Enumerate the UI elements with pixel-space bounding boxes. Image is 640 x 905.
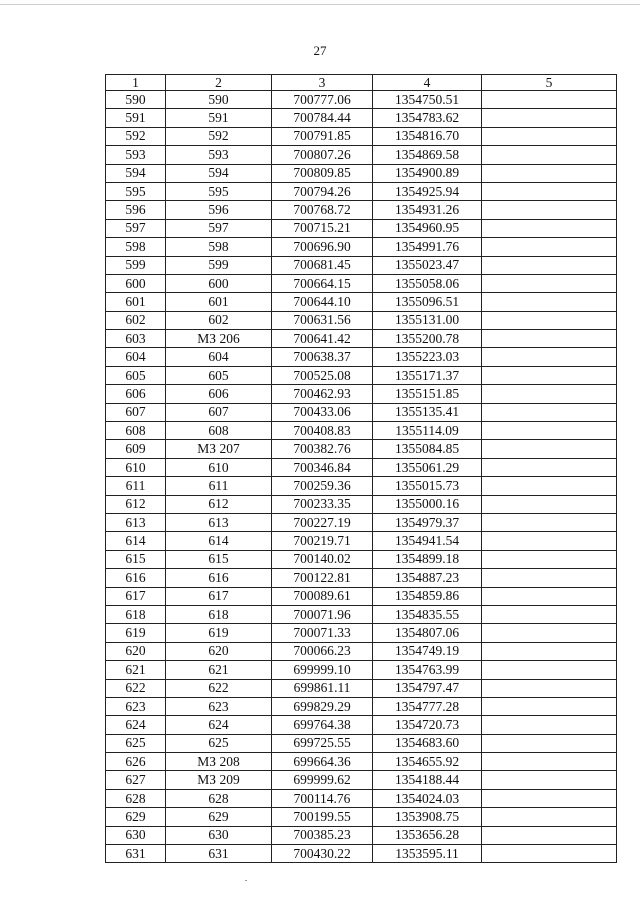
- table-cell-col-2: МЗ 209: [166, 771, 272, 789]
- table-cell-col-2: 596: [166, 201, 272, 219]
- table-cell-col-2: 608: [166, 422, 272, 440]
- table-row: [106, 569, 617, 587]
- table-cell-col-2: 611: [166, 477, 272, 495]
- table-cell-col-5: [482, 91, 617, 109]
- table-cell-col-1: 596: [106, 201, 166, 219]
- table-cell-col-5: [482, 109, 617, 127]
- table-cell-col-1: 631: [106, 845, 166, 863]
- table-row: [106, 238, 617, 256]
- table-cell-col-1: 608: [106, 422, 166, 440]
- table-cell-col-1: 610: [106, 458, 166, 476]
- table-cell-col-5: [482, 753, 617, 771]
- table-cell-col-2: МЗ 206: [166, 330, 272, 348]
- table-header-row: [106, 75, 617, 91]
- table-cell-col-5: [482, 734, 617, 752]
- table-cell-col-5: [482, 385, 617, 403]
- table-cell-col-4: 1355000.16: [373, 495, 482, 513]
- table-cell-col-2: 599: [166, 256, 272, 274]
- table-cell-col-5: [482, 513, 617, 531]
- table-cell-col-5: [482, 697, 617, 715]
- table-cell-col-3: 700071.33: [272, 624, 373, 642]
- table-cell-col-3: 700809.85: [272, 164, 373, 182]
- table-cell-col-4: 1354807.06: [373, 624, 482, 642]
- table-cell-col-3: 700066.23: [272, 642, 373, 660]
- table-cell-col-5: [482, 403, 617, 421]
- table-cell-col-4: 1355223.03: [373, 348, 482, 366]
- table-row: [106, 734, 617, 752]
- table-cell-col-1: 629: [106, 808, 166, 826]
- table-cell-col-2: 598: [166, 238, 272, 256]
- table-row: [106, 495, 617, 513]
- table-cell-col-3: 700071.96: [272, 605, 373, 623]
- table-cell-col-4: 1354188.44: [373, 771, 482, 789]
- table-cell-col-1: 598: [106, 238, 166, 256]
- table-cell-col-3: 700219.71: [272, 532, 373, 550]
- table-cell-col-4: 1355114.09: [373, 422, 482, 440]
- table-cell-col-3: 700525.08: [272, 366, 373, 384]
- table-cell-col-5: [482, 716, 617, 734]
- coordinates-table: [105, 74, 617, 863]
- table-cell-col-2: 621: [166, 661, 272, 679]
- table-cell-col-5: [482, 624, 617, 642]
- table-cell-col-2: 597: [166, 219, 272, 237]
- table-row: [106, 201, 617, 219]
- table-cell-col-2: 607: [166, 403, 272, 421]
- table-cell-col-1: 600: [106, 274, 166, 292]
- table-cell-col-4: 1355200.78: [373, 330, 482, 348]
- table-cell-col-2: 617: [166, 587, 272, 605]
- table-cell-col-5: [482, 642, 617, 660]
- table-row: [106, 716, 617, 734]
- table-cell-col-4: 1354777.28: [373, 697, 482, 715]
- top-rule: [0, 4, 640, 5]
- table-cell-col-3: 700794.26: [272, 182, 373, 200]
- table-cell-col-2: 620: [166, 642, 272, 660]
- table-cell-col-2: МЗ 207: [166, 440, 272, 458]
- table-cell-col-3: 699764.38: [272, 716, 373, 734]
- table-cell-col-4: 1354991.76: [373, 238, 482, 256]
- table-cell-col-3: 700807.26: [272, 146, 373, 164]
- table-cell-col-1: 625: [106, 734, 166, 752]
- table-cell-col-4: 1353595.11: [373, 845, 482, 863]
- table-row: [106, 366, 617, 384]
- table-cell-col-3: 700664.15: [272, 274, 373, 292]
- table-row: [106, 385, 617, 403]
- table-cell-col-1: 627: [106, 771, 166, 789]
- table-cell-col-3: 700408.83: [272, 422, 373, 440]
- table-cell-col-4: 1354979.37: [373, 513, 482, 531]
- table-cell-col-2: 628: [166, 789, 272, 807]
- table-cell-col-2: 629: [166, 808, 272, 826]
- table-cell-col-2: 606: [166, 385, 272, 403]
- table-cell-col-1: 594: [106, 164, 166, 182]
- table-cell-col-3: 699725.55: [272, 734, 373, 752]
- table-cell-col-4: 1355061.29: [373, 458, 482, 476]
- table-cell-col-1: 612: [106, 495, 166, 513]
- table-row: [106, 587, 617, 605]
- table-cell-col-4: 1354720.73: [373, 716, 482, 734]
- table-cell-col-1: 624: [106, 716, 166, 734]
- table-row: [106, 808, 617, 826]
- table-cell-col-5: [482, 771, 617, 789]
- table-cell-col-2: 595: [166, 182, 272, 200]
- table-cell-col-4: 1354859.86: [373, 587, 482, 605]
- table-cell-col-5: [482, 679, 617, 697]
- table-cell-col-1: 611: [106, 477, 166, 495]
- table-cell-col-4: 1354763.99: [373, 661, 482, 679]
- table-cell-col-4: 1355131.00: [373, 311, 482, 329]
- table-cell-col-3: 700791.85: [272, 127, 373, 145]
- table-cell-col-4: 1354941.54: [373, 532, 482, 550]
- table-cell-col-1: 603: [106, 330, 166, 348]
- table-row: [106, 697, 617, 715]
- table-row: [106, 182, 617, 200]
- table-cell-col-5: [482, 532, 617, 550]
- table-row: [106, 127, 617, 145]
- table-cell-col-4: 1355096.51: [373, 293, 482, 311]
- table-row: [106, 422, 617, 440]
- table-row: [106, 440, 617, 458]
- table-cell-col-5: [482, 569, 617, 587]
- table-cell-col-4: 1354655.92: [373, 753, 482, 771]
- table-row: [106, 293, 617, 311]
- table-cell-col-4: 1354683.60: [373, 734, 482, 752]
- table-cell-col-3: 700346.84: [272, 458, 373, 476]
- table-cell-col-5: [482, 808, 617, 826]
- table-cell-col-5: [482, 146, 617, 164]
- table-cell-col-1: 604: [106, 348, 166, 366]
- table-row: [106, 826, 617, 844]
- table-cell-col-5: [482, 422, 617, 440]
- table-cell-col-1: 605: [106, 366, 166, 384]
- table-cell-col-1: 619: [106, 624, 166, 642]
- table-cell-col-1: 621: [106, 661, 166, 679]
- table-cell-col-2: 618: [166, 605, 272, 623]
- table-cell-col-2: 600: [166, 274, 272, 292]
- table-cell-col-4: 1355171.37: [373, 366, 482, 384]
- table-cell-col-4: 1355084.85: [373, 440, 482, 458]
- table-row: [106, 274, 617, 292]
- table-cell-col-4: 1354899.18: [373, 550, 482, 568]
- table-cell-col-2: 590: [166, 91, 272, 109]
- table-cell-col-1: 614: [106, 532, 166, 550]
- table-cell-col-2: 591: [166, 109, 272, 127]
- table-cell-col-5: [482, 311, 617, 329]
- table-cell-col-5: [482, 127, 617, 145]
- table-cell-col-1: 607: [106, 403, 166, 421]
- table-cell-col-3: 700631.56: [272, 311, 373, 329]
- table-cell-col-3: 700433.06: [272, 403, 373, 421]
- table-cell-col-3: 700696.90: [272, 238, 373, 256]
- table-cell-col-1: 613: [106, 513, 166, 531]
- table-cell-col-3: 700638.37: [272, 348, 373, 366]
- table-cell-col-5: [482, 477, 617, 495]
- table-cell-col-4: 1354869.58: [373, 146, 482, 164]
- table-cell-col-2: 602: [166, 311, 272, 329]
- table-cell-col-4: 1354960.95: [373, 219, 482, 237]
- table-cell-col-5: [482, 789, 617, 807]
- table-cell-col-2: 619: [166, 624, 272, 642]
- table-row: [106, 91, 617, 109]
- table-cell-col-5: [482, 366, 617, 384]
- table-row: [106, 550, 617, 568]
- table-cell-col-2: 593: [166, 146, 272, 164]
- table-cell-col-5: [482, 845, 617, 863]
- table-cell-col-4: 1353656.28: [373, 826, 482, 844]
- table-cell-col-3: 699999.62: [272, 771, 373, 789]
- table-cell-col-3: 700768.72: [272, 201, 373, 219]
- table-cell-col-5: [482, 348, 617, 366]
- table-cell-col-2: 601: [166, 293, 272, 311]
- table-cell-col-3: 700385.23: [272, 826, 373, 844]
- table-cell-col-5: [482, 458, 617, 476]
- table-cell-col-2: 614: [166, 532, 272, 550]
- table-row: [106, 642, 617, 660]
- table-cell-col-1: 591: [106, 109, 166, 127]
- table-cell-col-1: 622: [106, 679, 166, 697]
- table-cell-col-4: 1354816.70: [373, 127, 482, 145]
- table-cell-col-3: 700777.06: [272, 91, 373, 109]
- table-cell-col-3: 699664.36: [272, 753, 373, 771]
- table-cell-col-1: 626: [106, 753, 166, 771]
- table-cell-col-5: [482, 440, 617, 458]
- table-cell-col-3: 700641.42: [272, 330, 373, 348]
- table-cell-col-2: 625: [166, 734, 272, 752]
- table-row: [106, 146, 617, 164]
- table-row: [106, 256, 617, 274]
- table-cell-col-1: 617: [106, 587, 166, 605]
- table-row: [106, 679, 617, 697]
- table-cell-col-4: 1354750.51: [373, 91, 482, 109]
- table-cell-col-5: [482, 826, 617, 844]
- table-cell-col-3: 700430.22: [272, 845, 373, 863]
- table-cell-col-5: [482, 238, 617, 256]
- table-cell-col-2: МЗ 208: [166, 753, 272, 771]
- table-cell-col-5: [482, 182, 617, 200]
- table-cell-col-1: 628: [106, 789, 166, 807]
- table-row: [106, 403, 617, 421]
- table-cell-col-3: 700122.81: [272, 569, 373, 587]
- table-row: [106, 771, 617, 789]
- table-cell-col-3: 700089.61: [272, 587, 373, 605]
- page-number: 27: [313, 43, 327, 58]
- table-cell-col-5: [482, 164, 617, 182]
- table-row: [106, 458, 617, 476]
- column-header-4: 4: [373, 75, 482, 91]
- table-cell-col-4: 1355023.47: [373, 256, 482, 274]
- table-cell-col-4: 1355151.85: [373, 385, 482, 403]
- table-row: [106, 845, 617, 863]
- table-row: [106, 753, 617, 771]
- table-cell-col-2: 622: [166, 679, 272, 697]
- table-cell-col-3: 700715.21: [272, 219, 373, 237]
- table-cell-col-2: 613: [166, 513, 272, 531]
- table-cell-col-4: 1355015.73: [373, 477, 482, 495]
- table-cell-col-5: [482, 274, 617, 292]
- table-cell-col-1: 618: [106, 605, 166, 623]
- table-cell-col-4: 1354797.47: [373, 679, 482, 697]
- table-cell-col-1: 590: [106, 91, 166, 109]
- table-cell-col-2: 592: [166, 127, 272, 145]
- column-header-3: 3: [272, 75, 373, 91]
- table-cell-col-4: 1354783.62: [373, 109, 482, 127]
- column-header-2: 2: [166, 75, 272, 91]
- column-header-5: 5: [482, 75, 617, 91]
- table-row: [106, 311, 617, 329]
- table-cell-col-5: [482, 605, 617, 623]
- table-cell-col-1: 599: [106, 256, 166, 274]
- table-cell-col-5: [482, 587, 617, 605]
- table-cell-col-3: 700681.45: [272, 256, 373, 274]
- table-cell-col-1: 602: [106, 311, 166, 329]
- table-cell-col-4: 1355135.41: [373, 403, 482, 421]
- table-cell-col-3: 700259.36: [272, 477, 373, 495]
- table-cell-col-4: 1354900.89: [373, 164, 482, 182]
- scan-mark: [245, 880, 247, 881]
- table-row: [106, 789, 617, 807]
- table-cell-col-1: 630: [106, 826, 166, 844]
- table-row: [106, 513, 617, 531]
- table-cell-col-3: 699861.11: [272, 679, 373, 697]
- table-cell-col-1: 597: [106, 219, 166, 237]
- table-cell-col-3: 700644.10: [272, 293, 373, 311]
- table-cell-col-2: 631: [166, 845, 272, 863]
- table-cell-col-1: 593: [106, 146, 166, 164]
- table-cell-col-3: 700199.55: [272, 808, 373, 826]
- table-cell-col-1: 595: [106, 182, 166, 200]
- table-cell-col-4: 1354749.19: [373, 642, 482, 660]
- table-cell-col-1: 620: [106, 642, 166, 660]
- column-header-1: 1: [106, 75, 166, 91]
- table-cell-col-1: 623: [106, 697, 166, 715]
- table-cell-col-2: 630: [166, 826, 272, 844]
- table-row: [106, 532, 617, 550]
- table-cell-col-5: [482, 201, 617, 219]
- table-cell-col-3: 700140.02: [272, 550, 373, 568]
- table-cell-col-4: 1354887.23: [373, 569, 482, 587]
- table-cell-col-3: 700227.19: [272, 513, 373, 531]
- table-row: [106, 624, 617, 642]
- table-cell-col-4: 1355058.06: [373, 274, 482, 292]
- table-cell-col-1: 601: [106, 293, 166, 311]
- table-cell-col-2: 612: [166, 495, 272, 513]
- table-cell-col-2: 605: [166, 366, 272, 384]
- table-cell-col-1: 592: [106, 127, 166, 145]
- table-cell-col-4: 1354024.03: [373, 789, 482, 807]
- table-cell-col-2: 610: [166, 458, 272, 476]
- table-row: [106, 605, 617, 623]
- table-cell-col-2: 594: [166, 164, 272, 182]
- table-cell-col-3: 700462.93: [272, 385, 373, 403]
- table-cell-col-3: 700233.35: [272, 495, 373, 513]
- table-cell-col-1: 615: [106, 550, 166, 568]
- table-cell-col-2: 624: [166, 716, 272, 734]
- table-row: [106, 661, 617, 679]
- table-body: [106, 91, 617, 863]
- table-cell-col-5: [482, 661, 617, 679]
- table-cell-col-1: 606: [106, 385, 166, 403]
- table-cell-col-2: 615: [166, 550, 272, 568]
- table-cell-col-5: [482, 330, 617, 348]
- table-cell-col-5: [482, 495, 617, 513]
- table-cell-col-5: [482, 293, 617, 311]
- table-cell-col-2: 623: [166, 697, 272, 715]
- table-row: [106, 164, 617, 182]
- table-cell-col-3: 699999.10: [272, 661, 373, 679]
- table-cell-col-5: [482, 550, 617, 568]
- table-row: [106, 330, 617, 348]
- table-cell-col-2: 616: [166, 569, 272, 587]
- table-row: [106, 477, 617, 495]
- table-cell-col-3: 700784.44: [272, 109, 373, 127]
- table-cell-col-4: 1354925.94: [373, 182, 482, 200]
- table-cell-col-5: [482, 256, 617, 274]
- table-cell-col-1: 609: [106, 440, 166, 458]
- table-cell-col-2: 604: [166, 348, 272, 366]
- table-cell-col-4: 1353908.75: [373, 808, 482, 826]
- table-cell-col-3: 699829.29: [272, 697, 373, 715]
- table-cell-col-4: 1354931.26: [373, 201, 482, 219]
- table-row: [106, 219, 617, 237]
- table-cell-col-1: 616: [106, 569, 166, 587]
- table-cell-col-4: 1354835.55: [373, 605, 482, 623]
- table-row: [106, 109, 617, 127]
- table-cell-col-3: 700382.76: [272, 440, 373, 458]
- table-row: [106, 348, 617, 366]
- table-cell-col-3: 700114.76: [272, 789, 373, 807]
- table-cell-col-5: [482, 219, 617, 237]
